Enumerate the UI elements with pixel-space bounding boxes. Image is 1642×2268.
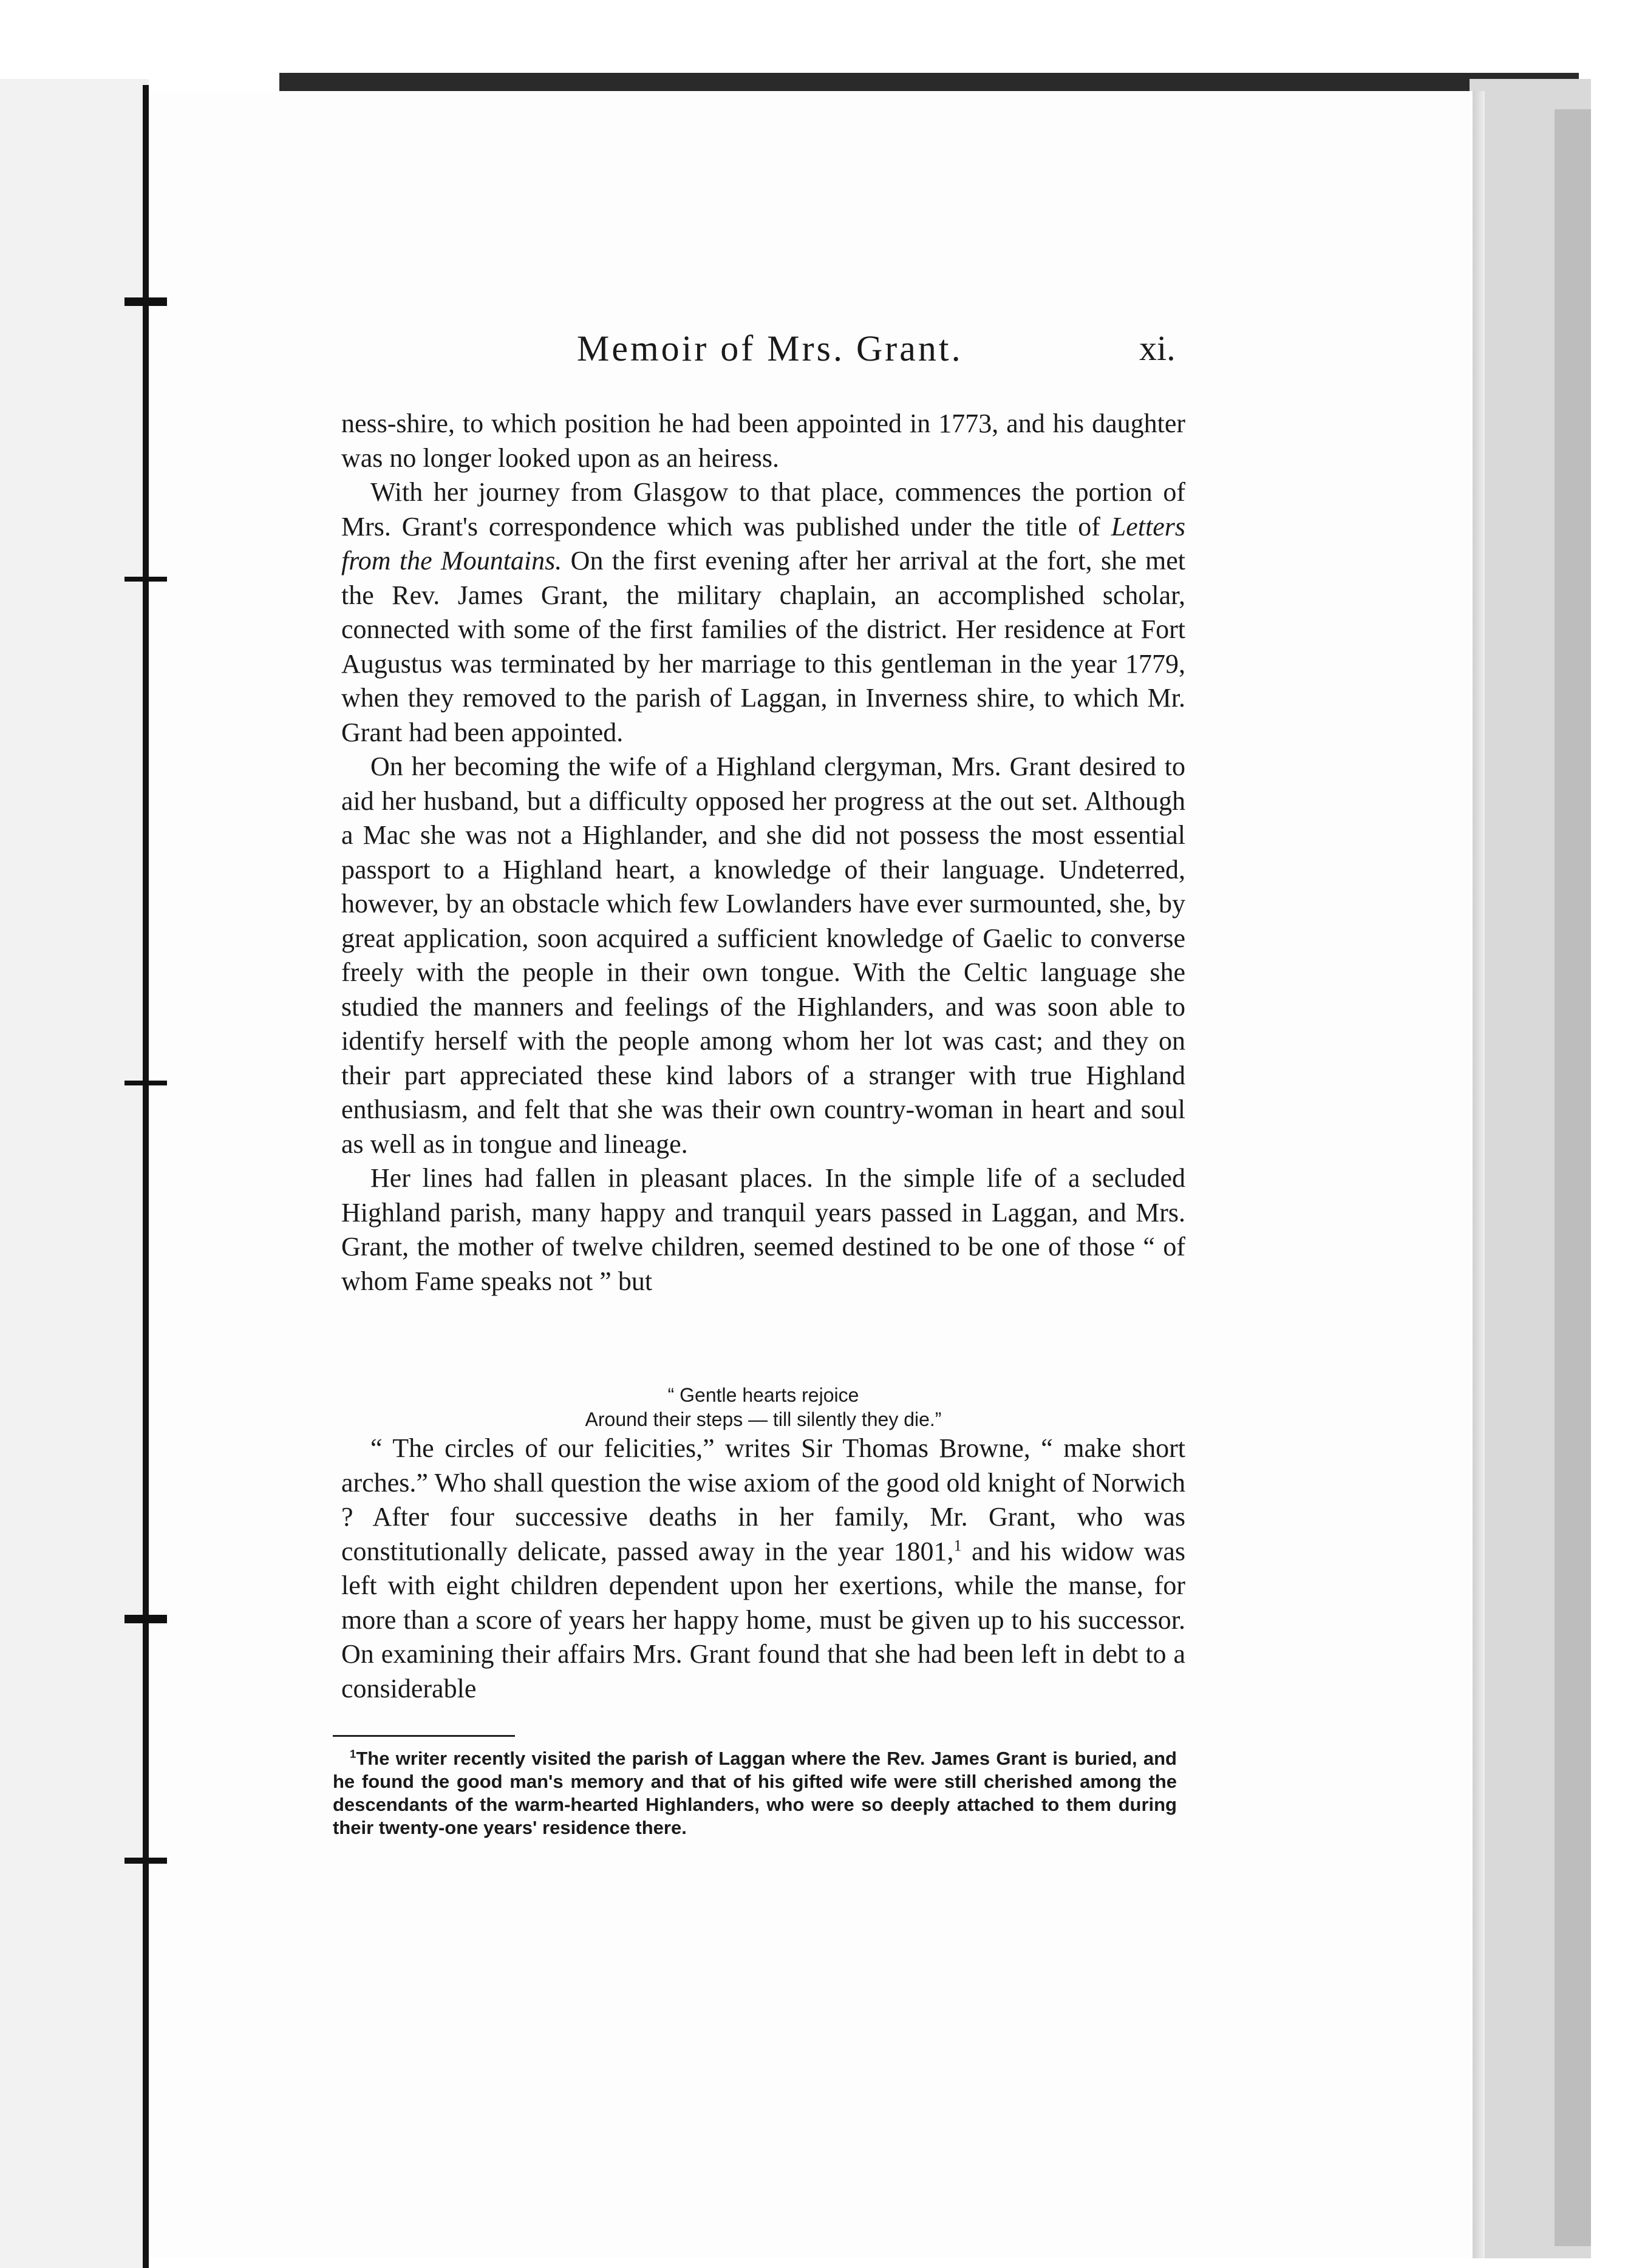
binding-stitch <box>124 1081 167 1085</box>
footnote-paragraph <box>333 1747 1177 1839</box>
footnote-text: The writer recently visited the parish of Laggan where the Rev. James Grant is buried, and he found the good man's memory and that of his gifted wife were still cherished among the descendants of the warm-hearted Highlanders, who were so deeply attached to them during their twenty-one years' residence there. <box>333 1748 1177 1838</box>
paragraph: Her lines had fallen in pleasant places. In the simple life of a secluded Highland parish, many happy and tranquil years passed in Laggan, and Mrs. Grant, the mother of twelve children, seemed destined to be one of those “ of whom Fame speaks not ” but <box>341 1163 1185 1296</box>
book-title: Letters from the Mountains. <box>341 511 1185 575</box>
binding-stitch <box>124 577 167 582</box>
binding-stitch <box>124 1615 167 1623</box>
binding-stitch <box>124 1858 167 1864</box>
paragraph <box>341 475 1185 750</box>
footnote <box>333 1747 1177 1839</box>
paragraph-text: With her journey from Glasgow to that place, commences the portion of Mrs. Grant's correspondence which was published under the title of <box>341 477 1185 542</box>
facing-page-strip <box>0 79 149 2268</box>
footnote-reference: 1 <box>953 1535 962 1554</box>
paragraph-text: “ The circles of our felicities,” writes Sir Thomas Browne, “ make short arches.” Who shall question the wise axiom of the good old knight of Norwich ? After four successive deaths in her family, Mr. Grant, who was constitutionally delicate, passed away in the year 1801, <box>341 1433 1185 1566</box>
verse-line: “ Gentle hearts rejoice <box>667 1384 859 1406</box>
main-text-continued <box>341 1431 1185 1706</box>
paragraph-text: On the first evening after her arrival at the fort, she met the Rev. James Grant, the military chaplain, an accomplished scholar, connected with some of the first families of the district. Her residence at Fort Augustus was terminated by her marriage to this gentleman in the year 1779, when they removed to the parish of Laggan, in Inverness shire, to which Mr. Grant had been appointed. <box>341 546 1185 747</box>
scan-right-shadow <box>1555 109 1591 2246</box>
running-header <box>577 328 1190 376</box>
footnote-marker: 1 <box>350 1747 356 1760</box>
verse-quote <box>341 1383 1185 1431</box>
paragraph <box>341 1431 1185 1706</box>
paragraph: ness-shire, to which position he had been appointed in 1773, and his daughter was no longer looked upon as an heiress. <box>341 409 1185 473</box>
page-edge-shadow <box>1473 91 1485 2258</box>
binding-spine <box>143 85 149 2268</box>
main-text <box>341 407 1185 1299</box>
page-number: xi. <box>1139 328 1176 368</box>
footnote-rule <box>333 1735 515 1737</box>
verse-line: Around their steps — till silently they die.” <box>585 1408 942 1430</box>
running-title: Memoir of Mrs. Grant. <box>577 328 963 368</box>
paragraph: On her becoming the wife of a Highland clergyman, Mrs. Grant desired to aid her husband, but a difficulty opposed her progress at the out set. Although a Mac she was not a Highlander, and she did not possess the most essential passport to a Highland heart, a knowledge of their language. Undeterred, however, by an obstacle which few Lowlanders have ever surmounted, she, by great application, soon acquired a sufficient knowledge of Gaelic to converse freely with the people in their own tongue. With the Celtic language she studied the manners and feelings of the Highlanders, and was soon able to identify herself with the people among whom her lot was cast; and they on their part appreciated these kind labors of a stranger with true Highland enthusiasm, and felt that she was their own country-woman in heart and soul as well as in tongue and lineage. <box>341 752 1185 1159</box>
paragraph-text: and his widow was left with eight children dependent upon her exertions, while the manse, for more than a score of years her happy home, must be given up to his successor. On examining their affairs Mrs. Grant found that she had been left in debt to a considerable <box>341 1536 1185 1703</box>
binding-stitch <box>124 297 167 306</box>
